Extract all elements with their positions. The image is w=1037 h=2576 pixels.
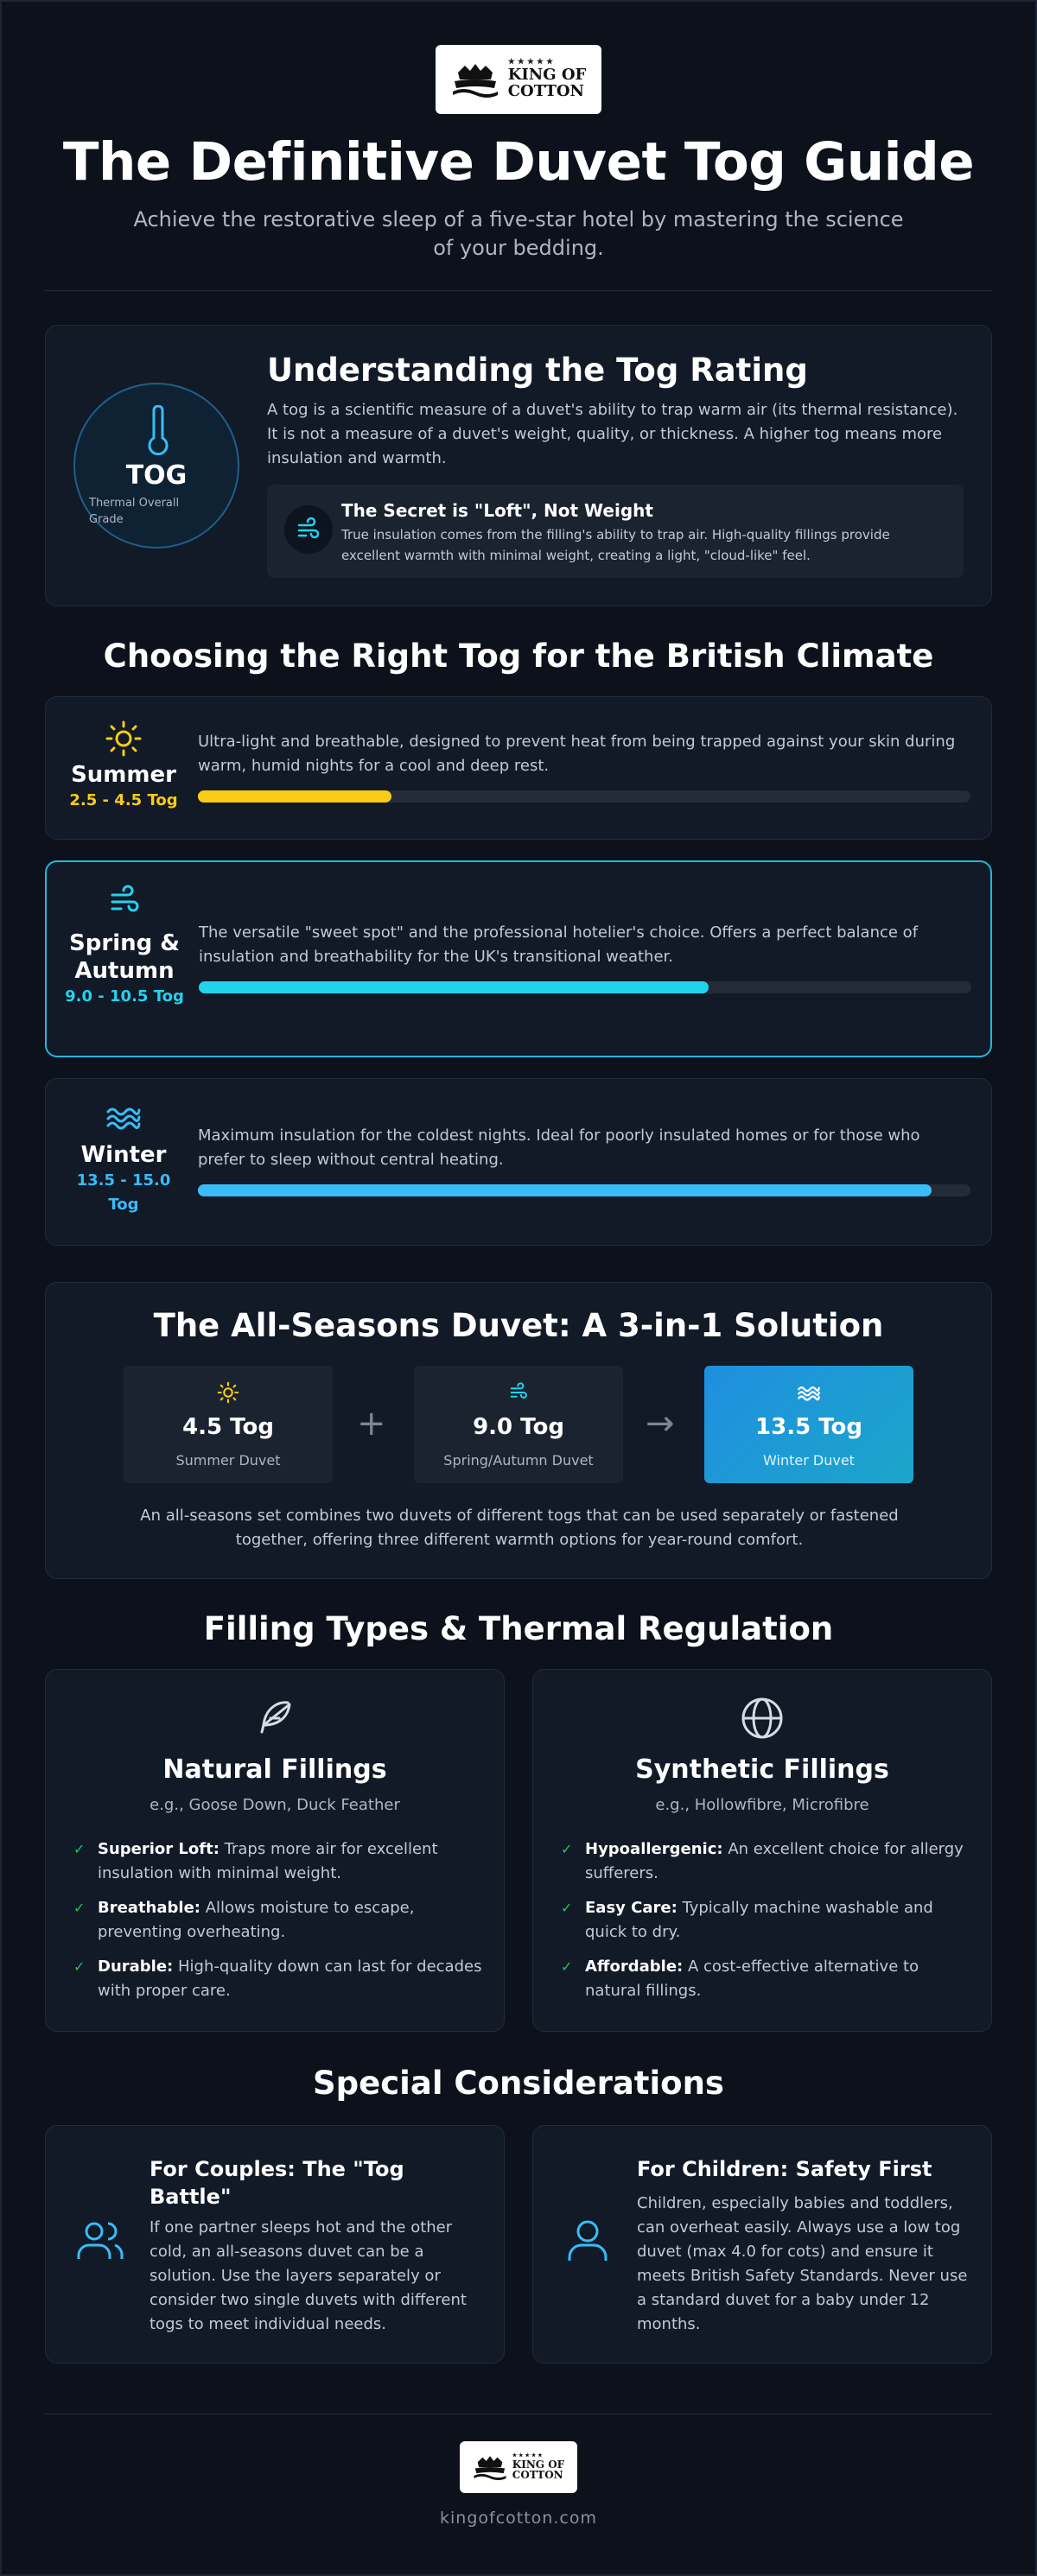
check-icon: ✓ [73, 1958, 86, 1975]
synthetic-fillings-card [532, 1669, 992, 2032]
tog-rating-card [45, 325, 992, 606]
sun-icon [105, 720, 143, 758]
benefit-label: Hypoallergenic: [585, 1840, 723, 1858]
couples-text: If one partner sleeps hot and the other cold, an all-seasons duvet can be a solution. Use the layers separately or consider two single duvets with different togs to meet individual needs. [150, 2218, 467, 2333]
brand-line1: KING OF [507, 65, 587, 84]
natural-fillings-list [73, 1837, 488, 2014]
footer-brand-logo[interactable] [460, 2441, 577, 2493]
benefit-text: Typically machine washable and quick to dry. [585, 1899, 933, 1941]
couples-card [45, 2125, 505, 2363]
loft-secret-box [267, 485, 964, 578]
benefit-label: Affordable: [585, 1957, 684, 1976]
list-item [73, 1896, 488, 1945]
wind-icon [105, 883, 143, 921]
list-item [561, 1837, 976, 1886]
tog-level-bar [198, 790, 970, 803]
season-name: Summer [71, 762, 176, 788]
tog-level-fill [198, 790, 391, 803]
benefit-text: A cost-effective alternative to natural fillings. [585, 1957, 919, 2000]
list-item [73, 1837, 488, 1886]
benefit-text: Traps more air for excellent insulation with minimal weight. [98, 1840, 438, 1882]
fillings-section-title: Filling Types & Thermal Regulation [203, 1610, 834, 1647]
thermometer-icon [144, 405, 172, 459]
tile-tog-value: 4.5 Tog [182, 1414, 274, 1440]
tog-level-bar [199, 981, 971, 993]
special-section-title: Special Considerations [313, 2065, 724, 2102]
season-range: 2.5 - 4.5 Tog [69, 791, 178, 809]
sun-icon [217, 1381, 239, 1404]
benefit-text: An excellent choice for allergy sufferers. [585, 1840, 964, 1882]
tog-badge-word: TOG [125, 460, 188, 491]
couples-title: For Couples: The "Tog Battle" [150, 2157, 404, 2209]
climate-section-title: Choosing the Right Tog for the British Climate [103, 638, 934, 675]
tile-label: Winter Duvet [763, 1452, 855, 1469]
synthetic-fillings-list [561, 1837, 976, 2014]
benefit-text: High-quality down can last for decades with proper care. [98, 1957, 482, 2000]
footer-url-link[interactable]: kingofcotton.com [440, 2509, 597, 2528]
all-seasons-title: The All-Seasons Duvet: A 3-in-1 Solution [153, 1307, 884, 1344]
season-card-winter [45, 1078, 992, 1246]
benefit-label: Easy Care: [585, 1899, 678, 1917]
wind-icon [284, 505, 333, 554]
check-icon: ✓ [561, 1841, 573, 1857]
tile-tog-value: 9.0 Tog [473, 1414, 564, 1440]
loft-secret-text: True insulation comes from the filling's ability to trap air. High-quality fillings provide excellent warmth with minimal weight, creating a light, "cloud-like" feel. [341, 527, 890, 563]
list-item [561, 1955, 976, 2003]
brand-line1: KING OF [512, 2458, 565, 2471]
tog-level-fill [198, 1184, 932, 1196]
children-text: Children, especially babies and toddlers, can overheat easily. Always use a low tog duvet (max 4.0 for cots) and ensure it meets British Safety Standards. Never use a standard duvet for a baby under 12 months. [637, 2194, 968, 2333]
brand-line2: COTTON [512, 2469, 563, 2482]
feather-icon [253, 1696, 296, 1739]
all-seasons-text: An all-seasons set combines two duvets of different togs that can be used separately or fastened together, offering three different warmth options for year-round comfort. [140, 1507, 899, 1549]
check-icon: ✓ [561, 1958, 573, 1975]
check-icon: ✓ [73, 1841, 86, 1857]
brand-wordmark [512, 2453, 564, 2480]
season-name: Spring & Autumn [69, 930, 180, 984]
tile-spring-autumn-duvet [414, 1366, 623, 1483]
season-description: Ultra-light and breathable, designed to prevent heat from being trapped against your skin during warm, humid nights for a cool and deep rest. [198, 733, 956, 775]
natural-fillings-title: Natural Fillings [162, 1754, 387, 1785]
arrow-right-icon: → [646, 1404, 675, 1443]
season-card-summer [45, 696, 992, 840]
tog-level-bar [198, 1184, 970, 1196]
plus-icon: + [357, 1404, 386, 1443]
children-card [532, 2125, 992, 2363]
season-label-winter [46, 1100, 201, 1217]
benefit-label: Breathable: [98, 1899, 200, 1917]
season-range: 9.0 - 10.5 Tog [65, 987, 184, 1006]
page-subtitle: Achieve the restorative sleep of a five-star hotel by mastering the science of your bedding. [133, 207, 904, 260]
brand-stars: ★★★★★ [507, 58, 557, 67]
waves-icon [796, 1381, 822, 1404]
header-divider [45, 290, 992, 291]
season-label-spring-autumn [47, 883, 202, 1009]
globe-icon [740, 1696, 785, 1741]
season-range: 13.5 - 15.0 Tog [76, 1171, 171, 1214]
crown-crest-icon [451, 60, 499, 98]
crown-crest-icon [473, 2453, 507, 2481]
wind-icon [506, 1381, 531, 1404]
season-name: Winter [80, 1142, 167, 1168]
children-title: For Children: Safety First [637, 2157, 932, 2181]
list-item [73, 1955, 488, 2003]
season-label-summer [46, 720, 201, 813]
tile-tog-value: 13.5 Tog [755, 1414, 862, 1440]
benefit-text: Allows moisture to escape, preventing overheating. [98, 1899, 415, 1941]
tog-level-fill [199, 981, 709, 993]
check-icon: ✓ [73, 1900, 86, 1916]
user-icon [561, 2214, 614, 2268]
natural-fillings-card [45, 1669, 505, 2032]
tile-label: Spring/Autumn Duvet [443, 1452, 594, 1469]
page-title: The Definitive Duvet Tog Guide [62, 131, 975, 193]
tile-winter-duvet [704, 1366, 913, 1483]
list-item [561, 1896, 976, 1945]
all-seasons-card [45, 1282, 992, 1579]
season-card-spring-autumn [45, 860, 992, 1057]
understanding-text: A tog is a scientific measure of a duvet's ability to trap warm air (its thermal resistance). It is not a measure of a duvet's weight, quality, or thickness. A higher tog means more insulation and warmth. [267, 401, 958, 467]
waves-icon [105, 1100, 143, 1134]
tog-badge [73, 383, 239, 549]
brand-logo[interactable] [436, 45, 601, 114]
brand-line2: COTTON [507, 81, 584, 100]
benefit-label: Durable: [98, 1957, 174, 1976]
users-icon [73, 2214, 127, 2268]
brand-stars: ★★★★★ [512, 2452, 544, 2459]
season-description: Maximum insulation for the coldest nights. Ideal for poorly insulated homes or for those who prefer to sleep without central heating. [198, 1126, 920, 1169]
understanding-title: Understanding the Tog Rating [267, 352, 808, 389]
loft-secret-title: The Secret is "Loft", Not Weight [341, 500, 653, 521]
tile-summer-duvet [124, 1366, 333, 1483]
brand-wordmark [508, 59, 587, 99]
tog-badge-subtitle: Thermal Overall Grade [89, 497, 180, 526]
tile-label: Summer Duvet [175, 1452, 281, 1469]
natural-fillings-examples: e.g., Goose Down, Duck Feather [150, 1796, 400, 1814]
season-description: The versatile "sweet spot" and the professional hotelier's choice. Offers a perfect balance of insulation and breathability for the UK's transitional weather. [199, 923, 919, 966]
synthetic-fillings-title: Synthetic Fillings [635, 1754, 889, 1785]
benefit-label: Superior Loft: [98, 1840, 219, 1858]
check-icon: ✓ [561, 1900, 573, 1916]
synthetic-fillings-examples: e.g., Hollowfibre, Microfibre [655, 1796, 869, 1814]
